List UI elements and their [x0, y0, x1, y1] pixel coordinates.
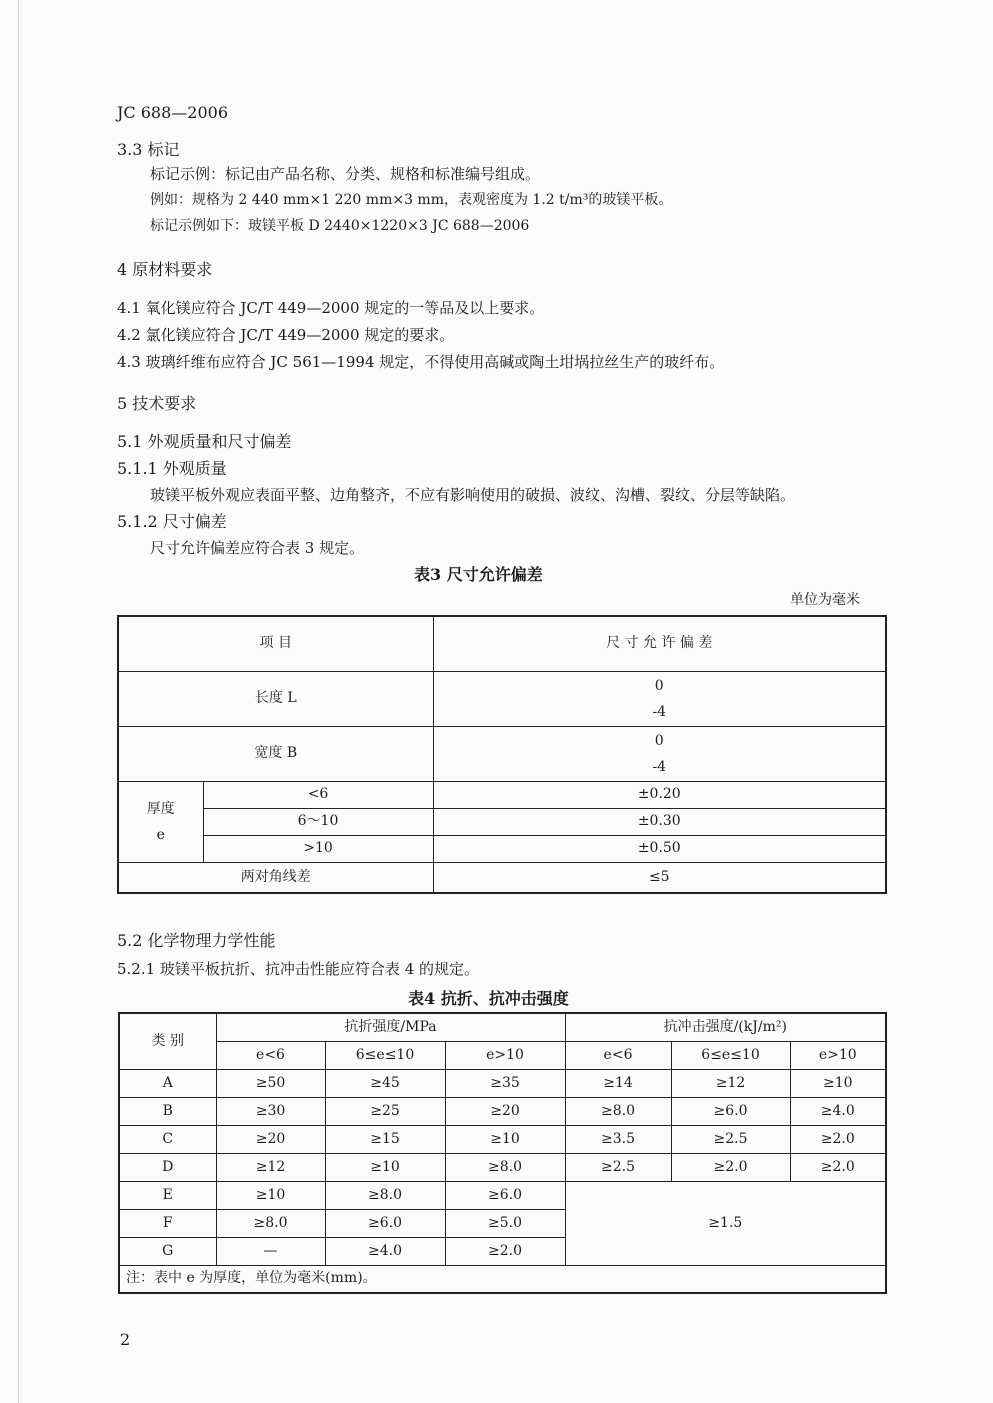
- para-5-1-2: 尺寸允许偏差应符合表 3 规定。: [150, 539, 365, 557]
- table-4-value-cell: ≥2.0: [790, 1153, 886, 1181]
- table-4-row: [119, 1181, 886, 1209]
- page-number: 2: [120, 1330, 131, 1349]
- table-4-value-cell: ≥30: [216, 1097, 325, 1125]
- table-3-thickness-range: >10: [203, 835, 433, 862]
- table-3-header-tolerance: 尺 寸 允 许 偏 差: [433, 616, 886, 671]
- table-4-value-cell: ≥3.5: [565, 1125, 671, 1153]
- table-3-width-label: 宽度 B: [118, 726, 433, 781]
- table-4-header-flexural: 抗折强度/MPa: [216, 1013, 565, 1041]
- section-5-heading: 5 技术要求: [117, 394, 197, 413]
- marking-line-3: 标记示例如下：玻镁平板 D 2440×1220×3 JC 688—2006: [150, 218, 530, 234]
- para-4-3: 4.3 玻璃纤维布应符合 JC 561—1994 规定，不得使用高碱或陶土坩埚拉丝生产的玻纤布。: [117, 353, 725, 371]
- table-4-value-cell: ≥50: [216, 1069, 325, 1097]
- section-5-1-1-heading: 5.1.1 外观质量: [117, 459, 227, 478]
- table-4-subheader: 6≤e≤10: [671, 1041, 790, 1069]
- table-3-thickness-tol: ±0.50: [433, 835, 886, 862]
- table-4-merged-impact: ≥1.5: [565, 1181, 886, 1265]
- section-5-1-heading: 5.1 外观质量和尺寸偏差: [117, 432, 292, 451]
- table-4-value-cell: ≥6.0: [325, 1209, 445, 1237]
- table-4-value-cell: ≥4.0: [325, 1237, 445, 1265]
- table-4-subheader: e<6: [216, 1041, 325, 1069]
- marking-line-1: 标记示例：标记由产品名称、分类、规格和标准编号组成。: [150, 165, 541, 183]
- table-3-unit: 单位为毫米: [790, 592, 860, 608]
- table-4-value-cell: ≥35: [445, 1069, 565, 1097]
- table-4-note: 注：表中 e 为厚度，单位为毫米(mm)。: [119, 1265, 886, 1293]
- table-3-width-upper: 0: [654, 732, 664, 749]
- table-4-value-cell: ≥6.0: [445, 1181, 565, 1209]
- section-4-heading: 4 原材料要求: [117, 260, 213, 279]
- table-4-row: [119, 1069, 886, 1097]
- table-4-value-cell: ≥45: [325, 1069, 445, 1097]
- scan-edge-line: [18, 0, 19, 1403]
- table-3-caption: 表3 尺寸允许偏差: [414, 565, 543, 584]
- table-4-header-impact: 抗冲击强度/(kJ/m²): [565, 1013, 886, 1041]
- table-4-class-cell: E: [119, 1181, 216, 1209]
- table-4-value-cell: ≥12: [216, 1153, 325, 1181]
- table-4-value-cell: ≥4.0: [790, 1097, 886, 1125]
- table-4-value-cell: ≥10: [216, 1181, 325, 1209]
- table-3-width-lower: -4: [652, 758, 667, 775]
- section-5-2-heading: 5.2 化学物理力学性能: [117, 931, 276, 950]
- table-4-value-cell: ≥25: [325, 1097, 445, 1125]
- table-4: [118, 1012, 887, 1294]
- table-4-row: [119, 1125, 886, 1153]
- table-3-diagonal-tol: ≤5: [433, 862, 886, 893]
- table-4-value-cell: ≥10: [790, 1069, 886, 1097]
- table-3-thickness-tol: ±0.30: [433, 808, 886, 835]
- table-4-subheader: 6≤e≤10: [325, 1041, 445, 1069]
- table-3-thickness-label-2: e: [156, 826, 165, 843]
- table-4-value-cell: ≥12: [671, 1069, 790, 1097]
- table-4-value-cell: ≥8.0: [216, 1209, 325, 1237]
- table-4-row: [119, 1097, 886, 1125]
- table-3-thickness-label-1: 厚度: [146, 800, 175, 817]
- table-4-class-cell: C: [119, 1125, 216, 1153]
- table-3-thickness-tol: ±0.20: [433, 781, 886, 808]
- table-3-header-item: 项 目: [118, 616, 433, 671]
- table-4-class-cell: F: [119, 1209, 216, 1237]
- table-3-thickness-label: [118, 781, 203, 862]
- section-5-1-2-heading: 5.1.2 尺寸偏差: [117, 512, 227, 531]
- table-3-diagonal-label: 两对角线差: [118, 862, 433, 893]
- table-4-class-cell: D: [119, 1153, 216, 1181]
- para-4-2: 4.2 氯化镁应符合 JC/T 449—2000 规定的要求。: [117, 326, 455, 344]
- table-4-caption: 表4 抗折、抗冲击强度: [408, 989, 569, 1008]
- table-4-class-cell: B: [119, 1097, 216, 1125]
- table-4-subheader: e>10: [445, 1041, 565, 1069]
- table-3-length-tol: [433, 671, 886, 726]
- table-4-value-cell: ≥8.0: [445, 1153, 565, 1181]
- table-3-thickness-range: <6: [203, 781, 433, 808]
- table-4-value-cell: ≥20: [445, 1097, 565, 1125]
- table-4-value-cell: ≥8.0: [565, 1097, 671, 1125]
- table-3-length-upper: 0: [654, 677, 664, 694]
- table-3-length-lower: -4: [652, 703, 667, 720]
- table-3-thickness-range: 6～10: [203, 808, 433, 835]
- table-3-width-tol: [433, 726, 886, 781]
- table-4-value-cell: ≥2.0: [671, 1153, 790, 1181]
- table-4-value-cell: ≥14: [565, 1069, 671, 1097]
- table-4-value-cell: ≥2.5: [671, 1125, 790, 1153]
- table-4-value-cell: ≥2.0: [445, 1237, 565, 1265]
- para-5-2-1: 5.2.1 玻镁平板抗折、抗冲击性能应符合表 4 的规定。: [117, 960, 480, 978]
- table-4-row: [119, 1153, 886, 1181]
- table-3-length-label: 长度 L: [118, 671, 433, 726]
- table-4-class-cell: G: [119, 1237, 216, 1265]
- table-4-value-cell: ≥2.5: [565, 1153, 671, 1181]
- table-4-value-cell: ≥2.0: [790, 1125, 886, 1153]
- para-4-1: 4.1 氧化镁应符合 JC/T 449—2000 规定的一等品及以上要求。: [117, 299, 545, 317]
- doc-code-header: JC 688—2006: [117, 103, 228, 122]
- table-4-value-cell: ≥10: [445, 1125, 565, 1153]
- section-3-3-heading: 3.3 标记: [117, 140, 180, 159]
- table-4-value-cell: ≥20: [216, 1125, 325, 1153]
- table-4-header-class: 类 别: [119, 1013, 216, 1069]
- table-4-class-cell: A: [119, 1069, 216, 1097]
- table-4-value-cell: ≥10: [325, 1153, 445, 1181]
- table-4-value-cell: ≥5.0: [445, 1209, 565, 1237]
- table-4-value-cell: ≥8.0: [325, 1181, 445, 1209]
- table-4-subheader: e<6: [565, 1041, 671, 1069]
- para-5-1-1: 玻镁平板外观应表面平整、边角整齐，不应有影响使用的破损、波纹、沟槽、裂纹、分层等缺陷。: [150, 486, 796, 504]
- table-4-subheader: e>10: [790, 1041, 886, 1069]
- table-3: [117, 615, 887, 894]
- marking-line-2: 例如：规格为 2 440 mm×1 220 mm×3 mm，表观密度为 1.2 t/m³的玻镁平板。: [150, 192, 673, 208]
- table-4-value-cell: ≥15: [325, 1125, 445, 1153]
- table-4-value-cell: —: [216, 1237, 325, 1265]
- table-4-value-cell: ≥6.0: [671, 1097, 790, 1125]
